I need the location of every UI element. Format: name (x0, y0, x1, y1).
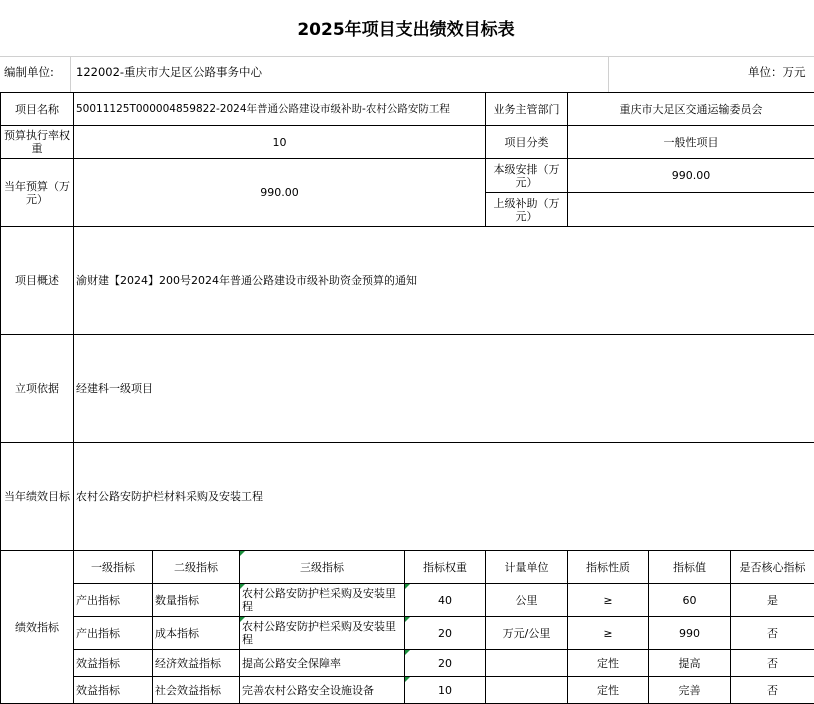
project-name-value[interactable]: 50011125T000004859822-2024年普通公路建设市级补助-农村公路安防工程 (74, 93, 486, 126)
indicator-header: 二级指标 (153, 551, 240, 584)
unit-label: 编制单位: (4, 57, 54, 86)
budget-value[interactable]: 990.00 (74, 159, 486, 227)
indicator-value[interactable]: 提高 (649, 650, 731, 677)
category-label: 项目分类 (486, 126, 568, 159)
indicators-label: 绩效指标 (1, 551, 74, 704)
basis-label: 立项依据 (1, 335, 74, 443)
project-name-label: 项目名称 (1, 93, 74, 126)
indicator-core[interactable]: 是 (731, 584, 814, 617)
table-row (1, 617, 814, 650)
indicator-l2[interactable]: 社会效益指标 (153, 677, 240, 704)
indicator-value[interactable]: 60 (649, 584, 731, 617)
indicator-l1[interactable]: 产出指标 (74, 584, 153, 617)
indicator-l3[interactable]: 农村公路安防护栏采购及安装里程 (240, 617, 405, 650)
indicator-nature[interactable]: 定性 (568, 677, 649, 704)
indicator-unit[interactable] (486, 650, 568, 677)
indicator-header: 指标值 (649, 551, 731, 584)
upper-value[interactable] (568, 193, 814, 227)
indicator-l3[interactable]: 提高公路安全保障率 (240, 650, 405, 677)
unit-value: 122002-重庆市大足区公路事务中心 (76, 57, 262, 86)
indicator-core[interactable]: 否 (731, 677, 814, 704)
basis-value[interactable]: 经建科一级项目 (74, 335, 814, 443)
indicator-header: 是否核心指标 (731, 551, 814, 584)
local-label: 本级安排（万元） (486, 159, 568, 193)
indicator-weight[interactable]: 20 (405, 650, 486, 677)
indicator-weight[interactable]: 10 (405, 677, 486, 704)
indicator-header: 指标权重 (405, 551, 486, 584)
weight-value[interactable]: 10 (74, 126, 486, 159)
table-row (1, 584, 814, 617)
overview-label: 项目概述 (1, 227, 74, 335)
dept-value[interactable]: 重庆市大足区交通运输委员会 (568, 93, 814, 126)
page-title: 2025年项目支出绩效目标表 (0, 0, 812, 54)
currency-label: 单位：万元 (748, 57, 806, 86)
indicator-l1[interactable]: 效益指标 (74, 677, 153, 704)
indicator-l3[interactable]: 农村公路安防护栏采购及安装里程 (240, 584, 405, 617)
indicator-header: 指标性质 (568, 551, 649, 584)
indicator-weight[interactable]: 40 (405, 584, 486, 617)
table-row (1, 677, 814, 704)
overview-value[interactable]: 渝财建【2024】200号2024年普通公路建设市级补助资金预算的通知 (74, 227, 814, 335)
indicator-l2[interactable]: 成本指标 (153, 617, 240, 650)
performance-table (0, 92, 814, 704)
indicator-unit[interactable] (486, 677, 568, 704)
indicator-nature[interactable]: ≥ (568, 617, 649, 650)
indicator-l1[interactable]: 产出指标 (74, 617, 153, 650)
header-separator (608, 56, 609, 92)
indicator-value[interactable]: 990 (649, 617, 731, 650)
upper-label: 上级补助（万元） (486, 193, 568, 227)
indicator-header: 一级指标 (74, 551, 153, 584)
indicator-header: 计量单位 (486, 551, 568, 584)
dept-label: 业务主管部门 (486, 93, 568, 126)
indicator-unit[interactable]: 万元/公里 (486, 617, 568, 650)
goal-label: 当年绩效目标 (1, 443, 74, 551)
local-value[interactable]: 990.00 (568, 159, 814, 193)
category-value[interactable]: 一般性项目 (568, 126, 814, 159)
indicator-core[interactable]: 否 (731, 650, 814, 677)
indicator-nature[interactable]: ≥ (568, 584, 649, 617)
indicator-l2[interactable]: 数量指标 (153, 584, 240, 617)
indicator-core[interactable]: 否 (731, 617, 814, 650)
header-separator (70, 56, 71, 92)
goal-value[interactable]: 农村公路安防护栏材料采购及安装工程 (74, 443, 814, 551)
indicator-weight[interactable]: 20 (405, 617, 486, 650)
indicator-header: 三级指标 (240, 551, 405, 584)
table-row (1, 650, 814, 677)
indicator-l2[interactable]: 经济效益指标 (153, 650, 240, 677)
indicator-l1[interactable]: 效益指标 (74, 650, 153, 677)
budget-label: 当年预算（万元） (1, 159, 74, 227)
weight-label: 预算执行率权重 (1, 126, 74, 159)
indicator-value[interactable]: 完善 (649, 677, 731, 704)
indicator-l3[interactable]: 完善农村公路安全设施设备 (240, 677, 405, 704)
indicator-nature[interactable]: 定性 (568, 650, 649, 677)
indicator-unit[interactable]: 公里 (486, 584, 568, 617)
